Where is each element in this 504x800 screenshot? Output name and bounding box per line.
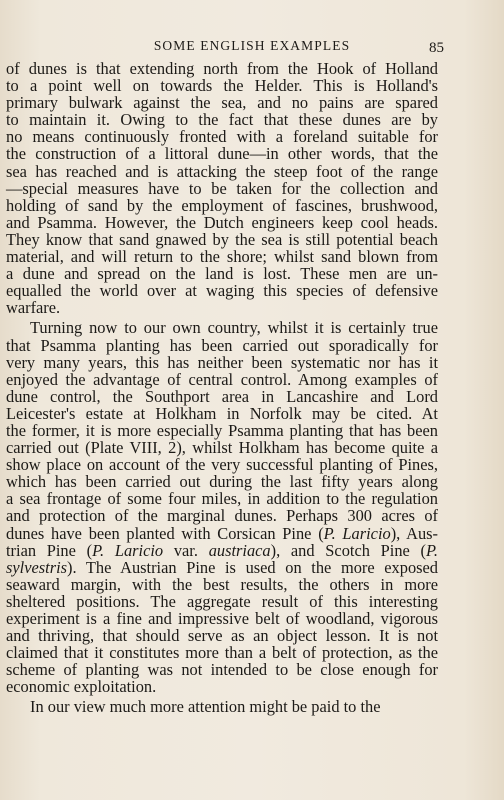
paragraph bbox=[6, 60, 438, 316]
text-line bbox=[6, 180, 438, 197]
text-line bbox=[6, 507, 438, 524]
text-line bbox=[6, 405, 438, 422]
text-run: a dune and spread on the land is lost. These men are un- bbox=[6, 264, 438, 284]
text-line bbox=[6, 593, 438, 610]
text-line bbox=[6, 94, 438, 111]
text-run: that Psamma planting has been carried out sporadically for bbox=[6, 335, 438, 355]
text-run: carried out (Plate VIII, 2), whilst Holkham has become quite a bbox=[6, 438, 438, 458]
text-line bbox=[6, 163, 438, 180]
text-line bbox=[6, 627, 438, 644]
text-line bbox=[6, 576, 438, 593]
text-line bbox=[6, 128, 438, 145]
text-line bbox=[6, 698, 438, 715]
text-line bbox=[6, 661, 438, 678]
text-line bbox=[6, 319, 438, 336]
text-run: warfare. bbox=[6, 298, 61, 318]
text-run: dune control, the Southport area in Lancashire and Lord bbox=[6, 386, 438, 406]
text-run: equalled the world over at waging this species of defensive bbox=[6, 281, 438, 301]
text-line bbox=[6, 610, 438, 627]
text-line bbox=[6, 248, 438, 265]
text-line bbox=[6, 439, 438, 456]
text-line bbox=[6, 214, 438, 231]
italic-text: austriaca bbox=[208, 540, 271, 560]
text-line bbox=[6, 282, 438, 299]
text-run: ). The Austrian Pine is used on the more exposed bbox=[67, 557, 438, 577]
text-run: which has been carried out during the last fifty years along bbox=[6, 472, 438, 492]
text-line bbox=[6, 678, 438, 695]
italic-text: P. Laricio bbox=[323, 523, 391, 543]
text-line bbox=[6, 231, 438, 248]
italic-text: sylvestris bbox=[6, 557, 68, 577]
text-line bbox=[6, 644, 438, 661]
text-run: —special measures have to be taken for the collection and bbox=[6, 178, 438, 198]
text-line bbox=[6, 371, 438, 388]
text-run: the construction of a littoral dune—in other words, that the bbox=[6, 144, 438, 164]
text-run: primary bulwark against the sea, and no pains are spared bbox=[6, 93, 438, 113]
text-run: of dunes is that extending north from the Hook of Holland bbox=[6, 59, 438, 78]
text-run: the former, it is more especially Psamma planting that has been bbox=[6, 420, 438, 440]
text-run: ), Aus- bbox=[390, 523, 438, 543]
page-number: 85 bbox=[429, 40, 444, 56]
text-run: sheltered positions. The aggregate result of this interesting bbox=[6, 591, 438, 611]
text-run: show place on account of the very successful planting of Pines, bbox=[6, 455, 438, 475]
text-run: material, and will return to the shore; whilst sand blown from bbox=[6, 247, 438, 267]
text-run: In our view much more attention might be paid to the bbox=[30, 697, 381, 717]
text-line bbox=[6, 354, 438, 371]
text-run: to maintain it. Owing to the fact that these dunes are by bbox=[6, 110, 438, 130]
text-run: to a point well on towards the Helder. This is Holland's bbox=[6, 76, 438, 96]
text-line bbox=[6, 265, 438, 282]
text-run: Leicester's estate at Holkham in Norfolk may be cited. At bbox=[6, 403, 438, 423]
italic-text: P. bbox=[425, 540, 438, 560]
text-run: They know that sand gnawed by the sea is still potential beach bbox=[6, 229, 438, 249]
text-line bbox=[6, 388, 438, 405]
running-head: SOME ENGLISH EXAMPLES bbox=[153, 38, 351, 53]
text-run: no means continuously fronted with a foreland suitable for bbox=[6, 127, 438, 147]
text-run: trian Pine ( bbox=[6, 540, 93, 560]
italic-text: P. Laricio bbox=[92, 540, 164, 560]
text-line bbox=[6, 542, 438, 559]
text-run: dunes have been planted with Corsican Pine ( bbox=[6, 523, 324, 543]
text-line bbox=[6, 490, 438, 507]
paragraph bbox=[6, 698, 438, 715]
text-run: seaward margin, with the best results, the others in more bbox=[6, 574, 438, 594]
text-run: var. bbox=[163, 540, 209, 560]
text-line bbox=[6, 111, 438, 128]
text-run: Turning now to our own country, whilst it is certainly true bbox=[30, 318, 438, 338]
text-run: holding of sand by the employment of fascines, brushwood, bbox=[6, 195, 438, 215]
text-run: enjoyed the advantage of central control. Among examples of bbox=[6, 369, 438, 389]
page-header bbox=[0, 36, 504, 56]
text-line bbox=[6, 145, 438, 162]
text-line bbox=[6, 456, 438, 473]
text-line bbox=[6, 422, 438, 439]
text-line bbox=[6, 60, 438, 77]
text-run: a sea frontage of some four miles, in addition to the regulation bbox=[6, 489, 438, 509]
text-line bbox=[6, 299, 438, 316]
text-run: ), and Scotch Pine ( bbox=[270, 540, 426, 560]
text-line bbox=[6, 525, 438, 542]
text-run: and thriving, that should serve as an object lesson. It is not bbox=[6, 626, 438, 646]
paragraph bbox=[6, 319, 438, 695]
body-text bbox=[6, 60, 438, 716]
text-line bbox=[6, 77, 438, 94]
text-run: and protection of the marginal dunes. Perhaps 300 acres of bbox=[6, 506, 438, 526]
text-run: economic exploitation. bbox=[6, 677, 157, 697]
text-run: and Psamma. However, the Dutch engineers keep cool heads. bbox=[6, 212, 438, 232]
text-line bbox=[6, 337, 438, 354]
text-line bbox=[6, 197, 438, 214]
text-run: experiment is a fine and impressive belt of woodland, vigorous bbox=[6, 609, 438, 628]
text-line bbox=[6, 473, 438, 490]
text-run: scheme of planting was not intended to be close enough for bbox=[6, 660, 438, 680]
text-run: very many years, this has neither been systematic nor has it bbox=[6, 352, 438, 372]
text-run: sea has reached and is attacking the steep foot of the range bbox=[6, 161, 438, 181]
text-line bbox=[6, 559, 438, 576]
text-run: claimed that it constitutes more than a belt of protection, as the bbox=[6, 643, 438, 663]
